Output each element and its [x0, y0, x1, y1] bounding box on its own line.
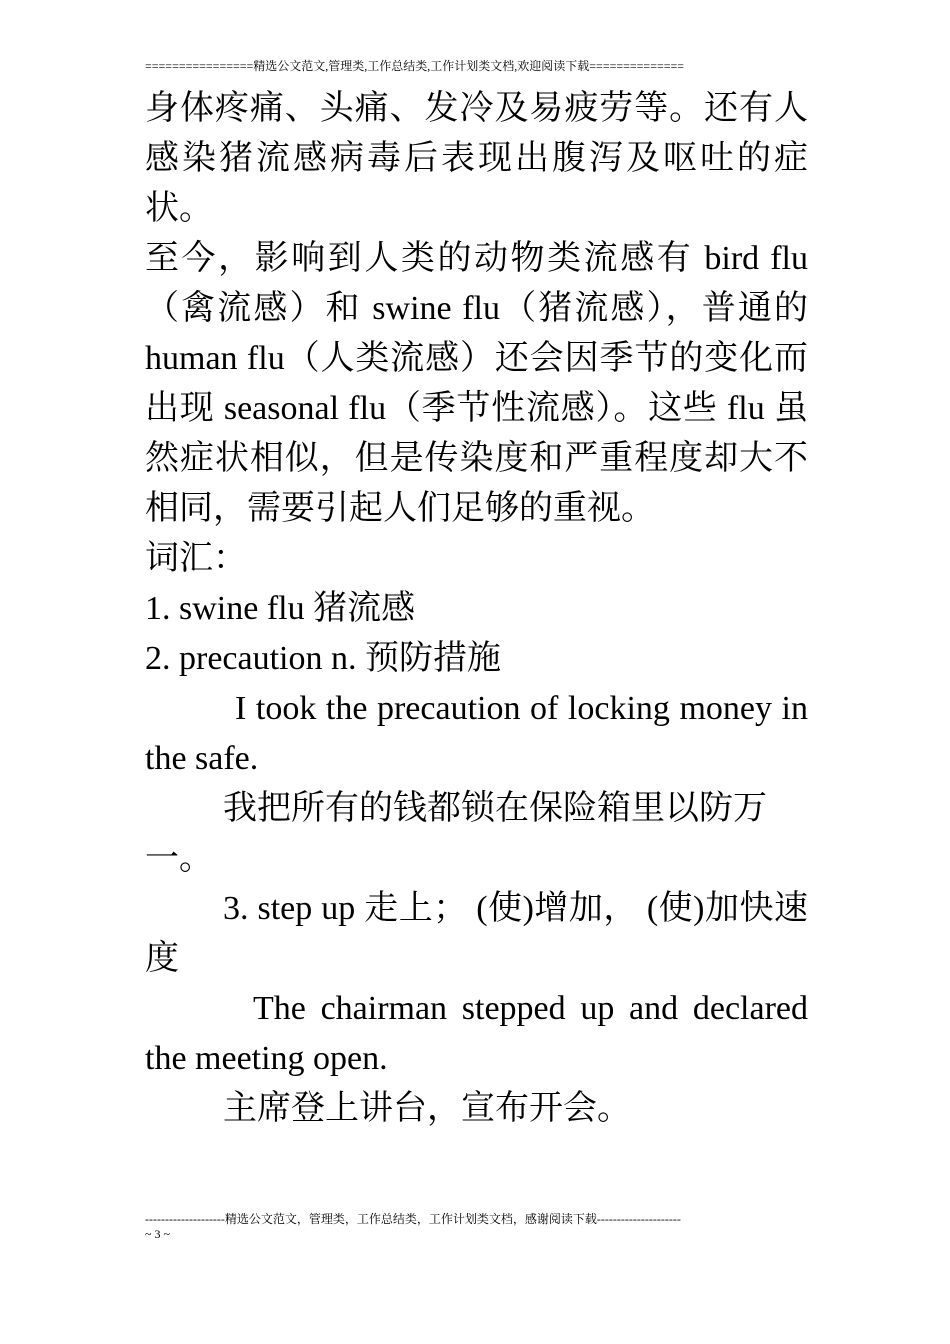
page-footer-banner: --------------------精选公文范文，管理类，工作总结类，工作计划类文档，感谢阅读下载--------------------- [145, 1212, 681, 1226]
page-header-banner: ================精选公文范文,管理类,工作总结类,工作计划类文档,欢迎阅读下载============== [145, 59, 685, 73]
vocab-item-swine-flu: 1. swine flu 猪流感 [145, 590, 416, 627]
vocab-item-step-up: 3. step up 走上； (使)增加， (使)加快速度 [145, 890, 808, 977]
precaution-example-english: I took the precaution of locking money in the safe. [145, 690, 808, 777]
document-body [145, 84, 808, 1134]
vocabulary-heading: 词汇： [145, 540, 247, 577]
flu-types-paragraph: 至今，影响到人类的动物类流感有 bird flu（禽流感）和 swine flu（猪流感），普通的 human flu（人类流感）还会因季节的变化而出现 seasonal flu（季节性流感）。这些 flu 虽然症状相似，但是传染度和严重程度却大不相同，需要引起人们足够的重视。 [145, 240, 808, 527]
vocab-item-precaution: 2. precaution n. 预防措施 [145, 640, 501, 677]
symptoms-paragraph: 身体疼痛、头痛、发冷及易疲劳等。还有人感染猪流感病毒后表现出腹泻及呕吐的症状。 [145, 90, 808, 227]
step-up-example-english: The chairman stepped up and declared the meeting open. [145, 990, 808, 1077]
page-number: ~ 3 ~ [145, 1227, 170, 1241]
step-up-example-chinese: 主席登上讲台，宣布开会。 [223, 1090, 631, 1127]
precaution-example-chinese: 我把所有的钱都锁在保险箱里以防万一。 [145, 790, 767, 877]
